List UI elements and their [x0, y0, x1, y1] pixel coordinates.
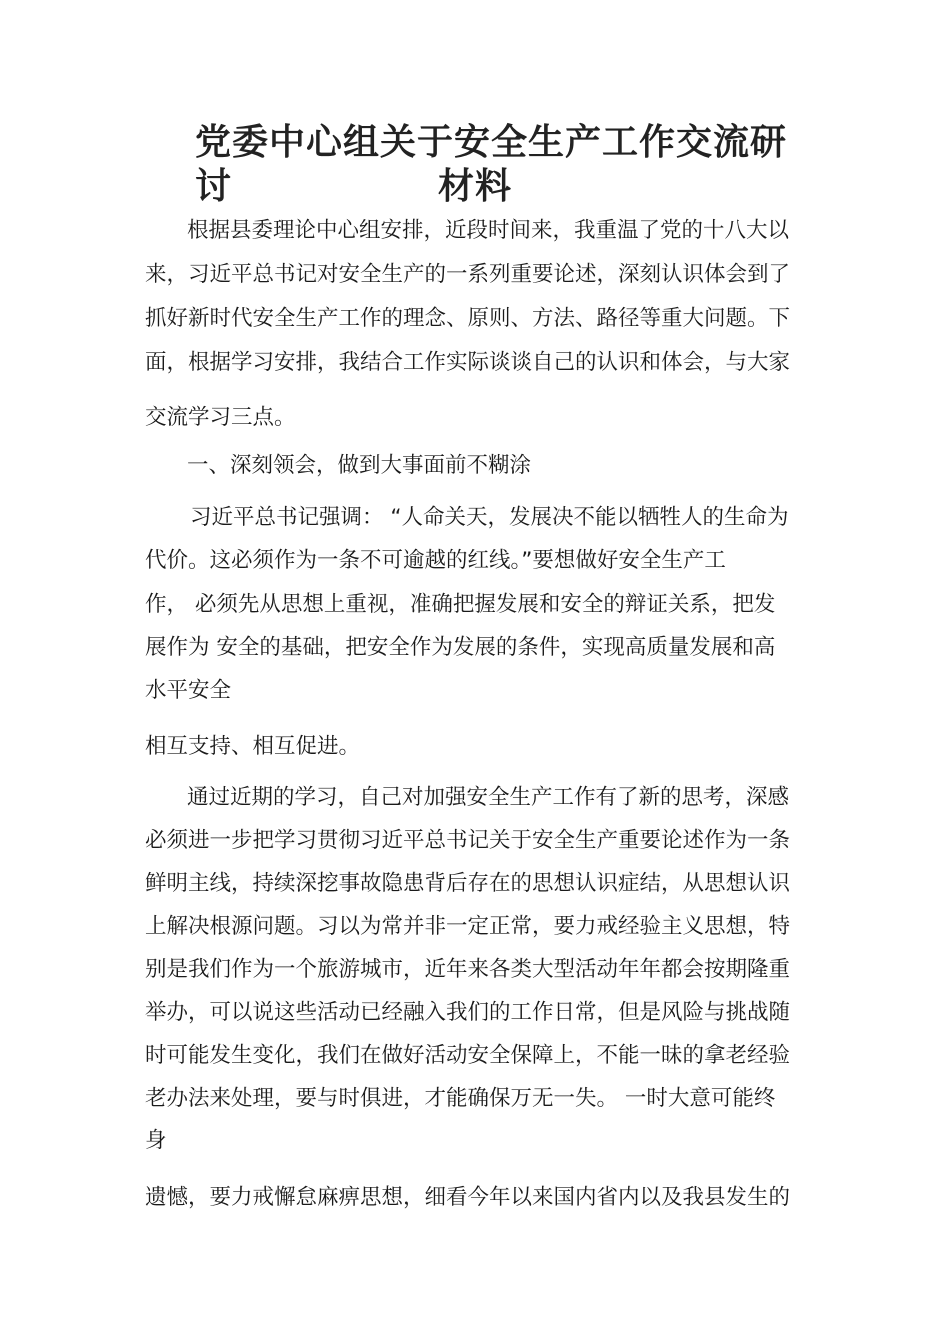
body-line: 举办，可以说这些活动已经融入我们的工作日常，但是风险与挑战随	[145, 1000, 791, 1025]
body-line: 面，根据学习安排，我结合工作实际谈谈自己的认识和体会，与大家	[145, 350, 791, 375]
body-line: 作， 必须先从思想上重视，准确把握发展和安全的辩证关系，把发	[145, 592, 776, 617]
body-line: 上解决根源问题。习以为常并非一定正常，要力戒经验主义思想，特	[145, 914, 791, 939]
document-title-line-1: 党委中心组关于安全生产工作交流研讨	[195, 121, 788, 207]
body-line: 根据县委理论中心组安排，近段时间来，我重温了党的十八大以	[187, 218, 790, 243]
body-line: 水平安全	[145, 678, 232, 703]
section-heading: 一、深刻领会，做到大事面前不糊涂	[187, 453, 532, 478]
body-line: 代价。这必须作为一条不可逾越的红线。”要想做好安全生产工	[145, 548, 726, 573]
body-line: 习近平总书记强调： “人命关天，发展决不能以牺牲人的生命为	[190, 505, 789, 530]
body-line: 通过近期的学习，自己对加强安全生产工作有了新的思考，深感	[187, 785, 790, 810]
body-line: 必须进一步把学习贯彻习近平总书记关于安全生产重要论述作为一条	[145, 828, 791, 853]
body-line: 交流学习三点。	[145, 405, 296, 430]
body-line: 来，习近平总书记对安全生产的一系列重要论述，深刻认识体会到了	[145, 262, 791, 287]
document-title-line-2: 材料	[437, 165, 512, 207]
body-line: 别是我们作为一个旅游城市，近年来各类大型活动年年都会按期隆重	[145, 957, 791, 982]
body-line: 相互支持、相互促进。	[145, 734, 361, 759]
body-line: 鲜明主线，持续深挖事故隐患背后存在的思想认识症结，从思想认识	[145, 871, 791, 896]
body-line: 遗憾，要力戒懈怠麻痹思想，细看今年以来国内省内以及我县发生的	[145, 1185, 791, 1210]
body-line: 抓好新时代安全生产工作的理念、原则、方法、路径等重大问题。下	[145, 306, 791, 331]
body-line: 老办法来处理，要与时俱进，才能确保万无一失。 一时大意可能终	[145, 1086, 776, 1111]
body-line: 身	[145, 1128, 167, 1153]
body-line: 时可能发生变化，我们在做好活动安全保障上，不能一昧的拿老经验	[145, 1043, 791, 1068]
body-line: 展作为 安全的基础，把安全作为发展的条件，实现高质量发展和高	[145, 635, 776, 660]
